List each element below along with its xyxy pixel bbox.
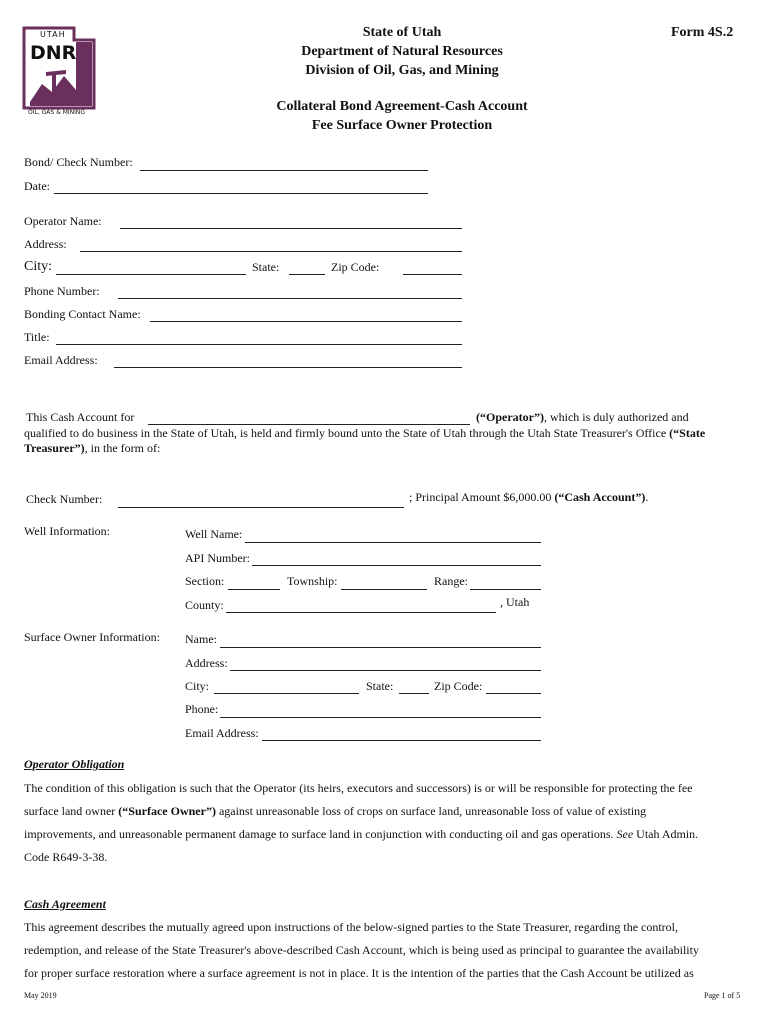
logo-top-text: UTAH [40,30,66,39]
check-number-field[interactable] [118,507,404,508]
operator-state-label: State: [252,260,280,274]
owner-phone-field[interactable] [220,717,541,718]
obligation-line2-c: against unreasonable loss of crops on surface land, unreasonable loss of value of existing [215,804,647,818]
header-state: State of Utah [362,25,442,40]
dnr-logo [22,20,102,120]
operator-email-field[interactable] [114,367,462,368]
agreement-line3: for proper surface restoration where a surface agreement is not in place. It is the intention of the parties that the Cash Account be utilized as [24,966,694,980]
range-label: Range: [434,574,468,588]
owner-address-label: Address: [185,656,228,670]
bond-check-field[interactable] [140,170,428,171]
owner-city-label: City: [185,679,210,693]
operator-state-field[interactable] [289,274,325,275]
county-suffix: , Utah [500,595,530,609]
township-label: Township: [287,574,338,588]
obligation-line3 [24,827,698,842]
owner-city-field[interactable] [214,693,359,694]
bonding-contact-label: Bonding Contact Name: [24,307,141,321]
operator-name-field[interactable] [120,228,462,229]
intro-suffix: , which is duly authorized and [543,410,689,424]
owner-state-label: State: [366,679,394,693]
cash-account-intro: This Cash Account for [26,410,135,424]
operator-zip-label: Zip Code: [331,260,380,274]
principal-amount [409,490,648,505]
form-title: Collateral Bond Agreement-Cash Account [276,99,528,114]
owner-name-label: Name: [185,632,217,646]
date-field[interactable] [54,193,428,194]
date-label: Date: [24,179,50,193]
section-field[interactable] [228,589,280,590]
footer-date: May 2019 [24,991,57,1000]
obligation-line2-a: surface land owner [24,804,119,818]
operator-address-field[interactable] [80,251,462,252]
bonding-contact-field[interactable] [150,321,462,322]
operator-city-field[interactable] [56,274,246,275]
operator-obligation-heading: Operator Obligation [24,757,125,771]
form-number: Form 4S.2 [671,25,734,40]
principal-text: ; Principal Amount $6,000.00 [409,490,552,504]
owner-name-field[interactable] [220,647,541,648]
operator-phone-label: Phone Number: [24,284,100,298]
check-number-label: Check Number: [26,492,103,506]
county-field[interactable] [226,612,496,613]
obligation-line3-c: Utah Admin. [633,827,699,841]
bond-check-label: Bond/ Check Number: [24,155,133,169]
section-label: Section: [185,574,225,588]
logo-main-text: DNR [30,42,77,64]
surface-owner-term: (“Surface Owner”) [118,804,216,818]
form-subtitle: Fee Surface Owner Protection [311,118,493,133]
header-division: Division of Oil, Gas, and Mining [305,63,499,78]
title-field[interactable] [56,344,462,345]
line2-text: qualified to do business in the State of Utah, is held and firmly bound unto the State of Utah through the Utah State Treasurer's Office [24,426,667,440]
well-name-field[interactable] [245,542,541,543]
surface-owner-label: Surface Owner Information: [24,630,160,644]
api-number-label: API Number: [185,551,250,565]
obligation-line2 [24,804,646,819]
logo-bottom-text: OIL, GAS & MINING [28,109,86,116]
state-treasurer-term-b: Treasurer”) [24,441,85,455]
operator-fill-in-field[interactable] [148,424,470,425]
owner-zip-label: Zip Code: [434,679,483,693]
operator-name-label: Operator Name: [24,214,102,228]
owner-zip-field[interactable] [486,693,541,694]
header-department: Department of Natural Resources [301,44,503,59]
owner-email-label: Email Address: [185,726,259,740]
county-label: County: [185,598,224,612]
well-info-label: Well Information: [24,524,111,538]
operator-address-label: Address: [24,237,67,251]
range-field[interactable] [470,589,541,590]
township-field[interactable] [341,589,427,590]
api-number-field[interactable] [252,565,541,566]
operator-term: (“Operator”) [476,410,544,424]
principal-period: . [645,490,649,504]
see-term: See [616,827,634,841]
obligation-line4: Code R649-3-38. [24,850,108,864]
operator-zip-field[interactable] [403,274,462,275]
footer-page: Page 1 of 5 [704,991,741,1000]
obligation-line1: The condition of this obligation is such that the Operator (its heirs, executors and successors) is or will be responsible for protecting the fee [24,781,693,795]
owner-address-field[interactable] [230,670,541,671]
cash-account-line3 [24,441,160,456]
owner-state-field[interactable] [399,693,429,694]
owner-email-field[interactable] [262,740,541,741]
obligation-line3-a: improvements, and unreasonable permanent damage to surface land in conjunction with conducting oil and gas operations. [24,827,617,841]
operator-email-label: Email Address: [24,353,98,367]
title-label: Title: [24,330,50,344]
operator-phone-field[interactable] [118,298,462,299]
cash-account-line2 [24,426,705,441]
cash-account-operator-clause [476,410,689,425]
line3-suffix: , in the form of: [84,441,161,455]
owner-phone-label: Phone: [185,702,219,716]
operator-city-label: City: [24,259,53,274]
agreement-line2: redemption, and release of the State Treasurer's above-described Cash Account, which is being used as principal to guarantee the availability [24,943,699,957]
cash-agreement-heading: Cash Agreement [24,897,106,911]
state-treasurer-term-a: (“State [669,426,706,440]
agreement-line1: This agreement describes the mutually agreed upon instructions of the below-signed parties to the State Treasurer, regarding the control, [24,920,679,934]
cash-account-term: (“Cash Account”) [554,490,646,504]
well-name-label: Well Name: [185,527,243,541]
